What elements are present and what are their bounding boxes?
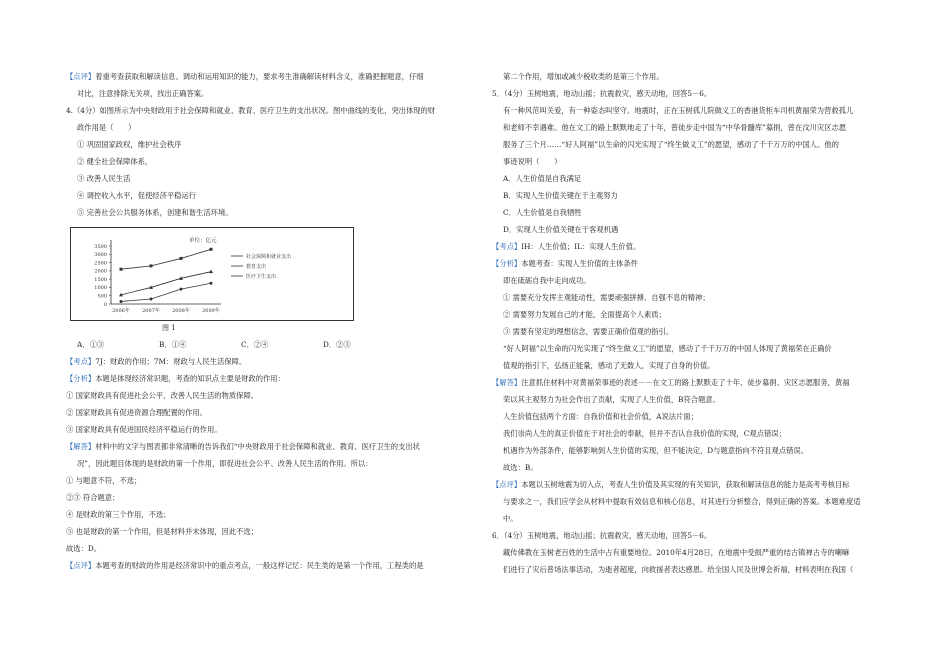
analysis-line — [66, 353, 470, 370]
line-text: 我们崇尚人生的真正价值在于对社会的奉献，但并不否认自我价值的实现，C观点错误； — [503, 429, 786, 438]
line-text: 人生价值包括两个方面：自我价值和社会价值，A说法片面； — [503, 412, 698, 421]
line-text: 5．（4分）玉树地震，地动山摇；抗震救灾，感天动地，回答5－6。 — [492, 89, 712, 98]
right-line — [492, 119, 896, 136]
section-tag: 【分析】 — [492, 259, 522, 268]
line-text: 荣以其主观努力为社会作出了贡献，实现了人生价值，B符合题意。 — [503, 395, 720, 404]
right-line — [492, 153, 896, 170]
analysis-line — [66, 387, 470, 404]
question-4-text: 4.（4分）如图所示为中央财政用于社会保障和就业、教育、医疗卫生的支出状况。图中曲线的变化，突出体现的财 — [66, 106, 436, 115]
x-tick-label: 2008年 — [172, 308, 190, 314]
right-line — [492, 357, 896, 374]
analysis-line — [66, 438, 470, 455]
line-text: 机遇作为外部条件，能够影响到人生价值的实现，但不能决定，D与题意指向不符且观点错误。 — [503, 446, 809, 455]
legend-label: 社会保障和就业支出 — [246, 253, 292, 260]
line-text: 服务了三个月……“好人阿福”以生命的闪光实现了“终生做义工”的愿望，感动了千千万万的中国人。他的 — [503, 140, 839, 149]
answer-option: B．①④ — [159, 340, 187, 349]
analysis-line — [66, 455, 470, 472]
data-point — [120, 300, 123, 303]
analysis-line — [66, 489, 470, 506]
question-4-item: ④ 调控收入水平，促使经济平稳运行 — [77, 191, 197, 200]
comment-line — [66, 85, 470, 102]
x-tick-label: 2009年 — [202, 308, 220, 314]
line-text: “好人阿福”以生命的闪光实现了“终生做义工”的愿望，感动了千千万万的中国人体现了黄福荣在正确价 — [503, 344, 832, 353]
x-tick-label: 2007年 — [142, 308, 160, 314]
right-line — [492, 68, 896, 85]
right-line — [492, 136, 896, 153]
question-4-item: ① 巩固国家政权，维护社会秩序 — [77, 140, 182, 149]
line-text: 藏传佛教在玉树老百姓的生活中占有重要地位。2010年4月28日，在地震中受损严重的结古镇禅古寺的喇嘛 — [503, 548, 850, 557]
x-tick-label: 2006年 — [112, 308, 130, 314]
legend-label: 教育支出 — [246, 263, 267, 270]
data-point — [209, 270, 213, 274]
right-column — [492, 68, 896, 578]
line-text: ⑤ 也是财政的第一个作用，但是材料并未体现，因此不选； — [66, 527, 259, 536]
question-4-text: 政作用是（ ） — [77, 123, 136, 132]
section-tag: 【考点】 — [66, 357, 96, 366]
right-line — [492, 255, 896, 272]
figure-caption: 图 1 — [162, 324, 176, 332]
data-point — [150, 264, 153, 267]
section-tag: 【解答】 — [492, 378, 522, 387]
line-text: 即在砥砺自我中走向成功。 — [503, 276, 591, 285]
analysis-line — [66, 404, 470, 421]
right-line — [492, 306, 896, 323]
right-line — [492, 544, 896, 561]
y-tick-label: 500 — [97, 293, 107, 300]
y-tick-label: 3000 — [94, 252, 107, 259]
question-4-item: ② 健全社会保障体系， — [77, 157, 153, 166]
line-text: 值观的指引下，弘扬正能量，感动了无数人，实现了自身的价值。 — [503, 361, 715, 370]
right-line — [492, 459, 896, 476]
line-text: 材料中的文字与图表都非常清晰的告诉我们“中央财政用于社会保障和就业、教育、医疗卫生的支出状 — [95, 442, 420, 451]
line-text: 本题是体现经济常识题，考查的知识点主要是财政的作用： — [95, 374, 285, 383]
line-text: ③ 国家财政具有促进国民经济平稳运行的作用。 — [66, 425, 222, 434]
right-line — [492, 204, 896, 221]
line-text: 本题考查：实现人生价值的主体条件 — [521, 259, 638, 268]
analysis-line — [66, 506, 470, 523]
section-tag: 【解答】 — [66, 442, 96, 451]
chart-svg — [71, 228, 353, 320]
y-tick-label: 2000 — [94, 268, 107, 275]
line-text: 有一种风范叫关爱，有一种姿态叫坚守。地震时，正在玉树孤儿院做义工的香港货柜车司机黄福荣为营救孤儿 — [503, 106, 854, 115]
line-text: 第二个作用，增加或减少税收类的是第三个作用。 — [503, 72, 664, 81]
line-text: ① 与题意不符，不选； — [66, 476, 142, 485]
right-line — [492, 102, 896, 119]
line-text: 6．（4分）玉树地震，地动山摇；抗震救灾，感天动地，回答5－6。 — [492, 531, 712, 540]
section-tag: 【点评】 — [66, 561, 96, 570]
line-text: 注意抓住材料中对黄福荣事迹的表述－－在文工的路上默默走了十年、徒步募捐、灾区志愿服务，黄福 — [521, 378, 850, 387]
chart-title: 单位：亿元 — [189, 238, 217, 244]
y-tick-label: 1500 — [94, 276, 107, 283]
data-point — [210, 282, 213, 285]
line-text: 着重考查获取和解读信息、调动和运用知识的能力，要求考生准确解读材料含义，准确把握题意，仔细 — [95, 72, 424, 81]
right-line — [492, 340, 896, 357]
line-text: C．人生价值是自我牺牲 — [503, 208, 582, 217]
right-line — [492, 85, 896, 102]
series-line — [121, 283, 211, 301]
line-text: 和老师不幸遇难。他在文工的路上默默地走了十年，曾徒步走中国为“中华骨髓库”募捐，曾在汶川灾区志愿 — [503, 123, 847, 132]
right-line — [492, 493, 896, 510]
data-point — [180, 257, 183, 260]
analysis-line — [66, 557, 470, 574]
section-tag: 【考点】 — [492, 242, 522, 251]
line-text: 中。 — [503, 514, 518, 523]
answer-options — [66, 336, 470, 353]
line-text: ③ 需要有坚定的理想信念，需要正确价值观的指引。 — [503, 327, 674, 336]
right-line — [492, 187, 896, 204]
line-text: 对比，注意排除无关项，找出正确答案。 — [77, 89, 209, 98]
analysis-line — [66, 472, 470, 489]
line-text: ① 需要充分发挥主观能动性，需要顽强拼搏、自强不息的精神； — [503, 293, 710, 302]
right-line — [492, 476, 896, 493]
right-line — [492, 442, 896, 459]
line-text: 故选：B。 — [503, 463, 538, 472]
line-text: 本题以玉树地震为切入点，考查人生价值及其实现的有关知识，获取和解读信息的能力是高考考核目标 — [521, 480, 850, 489]
expenditure-chart — [70, 227, 354, 321]
section-tag: 【点评】 — [66, 72, 96, 81]
line-text: D．实现人生价值关键在于客观机遇 — [503, 225, 619, 234]
line-text: ② 国家财政具有促进资源合理配置的作用。 — [66, 408, 207, 417]
question-4-item: ⑤ 完善社会公共服务体系，创建和谐生活环境。 — [77, 208, 233, 217]
series-line — [121, 272, 211, 295]
data-point — [180, 288, 183, 291]
right-line — [492, 238, 896, 255]
data-point — [120, 268, 123, 271]
right-line — [492, 391, 896, 408]
right-line — [492, 408, 896, 425]
right-line — [492, 289, 896, 306]
question-4-item: ③ 改善人民生活 — [77, 174, 131, 183]
analysis-line — [66, 523, 470, 540]
line-text: B．实现人生价值关键在于主观努力 — [503, 191, 618, 200]
line-text: ②③ 符合题意； — [66, 493, 120, 502]
legend-label: 医疗卫生支出 — [246, 273, 277, 280]
line-text: IH：人生价值；IL：实现人生价值。 — [521, 242, 641, 251]
line-text: 况”，因此题目体现的是财政的第一个作用，即促进社会公平、改善人民生活的作用。所以： — [77, 459, 373, 468]
right-line — [492, 374, 896, 391]
answer-option: D．②③ — [323, 340, 351, 349]
right-line — [492, 527, 896, 544]
right-line — [492, 561, 896, 578]
y-tick-label: 0 — [103, 301, 107, 308]
line-text: 本题考查的财政的作用是经济常识中的重点考点，一般这样记忆：民生类的是第一个作用，工程类的是 — [95, 561, 424, 570]
y-tick-label: 3500 — [94, 243, 107, 250]
line-text: 7J：财政的作用；7M：财政与人民生活保障。 — [95, 357, 247, 366]
y-tick-label: 1000 — [94, 285, 107, 292]
right-line — [492, 323, 896, 340]
series-line — [121, 249, 211, 269]
right-line — [492, 272, 896, 289]
section-tag: 【分析】 — [66, 374, 96, 383]
analysis-line — [66, 421, 470, 438]
answer-option: C．②④ — [241, 340, 269, 349]
analysis-line — [66, 540, 470, 557]
right-line — [492, 221, 896, 238]
line-text: ④ 是财政的第三个作用，不选； — [66, 510, 171, 519]
right-line — [492, 425, 896, 442]
line-text: ① 国家财政具有促进社会公平、改善人民生活的物质保障。 — [66, 391, 259, 400]
right-line — [492, 510, 896, 527]
y-tick-label: 2500 — [94, 260, 107, 267]
data-point — [150, 298, 153, 301]
left-column — [66, 68, 470, 574]
data-point — [210, 248, 213, 251]
line-text: 事迹说明（ ） — [503, 157, 562, 166]
section-tag: 【点评】 — [492, 480, 522, 489]
analysis-line — [66, 370, 470, 387]
line-text: 与要求之一，我们应学会从材料中提取有效信息和核心信息，对其进行分析整合，得到正确的答案。本题难度适 — [503, 497, 861, 506]
answer-option: A．①③ — [77, 340, 105, 349]
right-line — [492, 170, 896, 187]
comment-line — [66, 68, 470, 85]
line-text: 们进行了灾后普场法事活动，为逝者超度，向救援者表达感恩。给全国人民及世博会祈福，材料表明在我国（ — [503, 565, 854, 574]
line-text: ② 需要努力发展自己的才能，全面提高个人素质； — [503, 310, 666, 319]
line-text: A．人生价值是自我满足 — [503, 174, 582, 183]
line-text: 故选：D。 — [66, 544, 102, 553]
